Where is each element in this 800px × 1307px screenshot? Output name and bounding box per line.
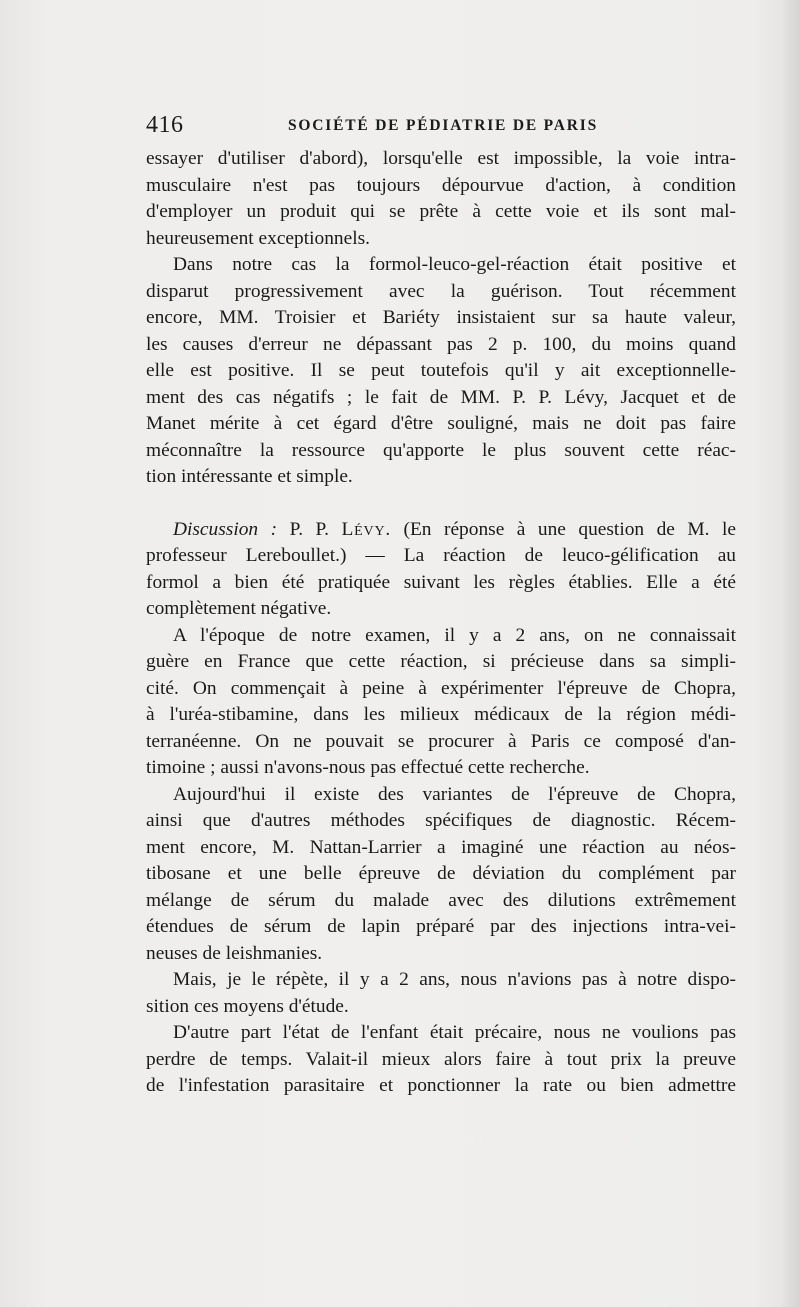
page-number: 416: [146, 112, 184, 138]
paragraph: [146, 782, 736, 968]
paragraph: [146, 1020, 736, 1100]
text-line: guère en France que cette réaction, si précieuse dans sa simpli-: [146, 651, 736, 672]
speaker-initials: P. P.: [289, 518, 330, 540]
text-line: cité. On commençait à peine à expérimenter l'épreuve de Chopra,: [146, 677, 736, 699]
text-line: de l'infestation parasitaire et ponctionner la rate ou bien admettre: [146, 1075, 736, 1096]
text-line: Manet mérite à cet égard d'être souligné, mais ne doit pas faire: [146, 413, 736, 434]
text-line: musculaire n'est pas toujours dépourvue d'action, à condition: [146, 174, 736, 196]
text-line: sition ces moyens d'étude.: [146, 995, 349, 1017]
text-line: perdre de temps. Valait-il mieux alors faire à tout prix la preuve: [146, 1048, 736, 1070]
text-line: complètement négative.: [146, 598, 332, 619]
text-line: ment des cas négatifs ; le fait de MM. P. P. Lévy, Jacquet et de: [146, 386, 736, 408]
paragraph: [146, 967, 736, 1020]
paragraph: [146, 252, 736, 491]
text-line: terranéenne. On ne pouvait se procurer à Paris ce composé d'an-: [146, 730, 736, 752]
discussion-label: Discussion :: [173, 518, 278, 540]
text-line: Mais, je le répète, il y a 2 ans, nous n'avions pas à notre dispo-: [173, 969, 736, 990]
text-line: timoine ; aussi n'avons-nous pas effectué cette recherche.: [146, 757, 590, 778]
text-line: ainsi que d'autres méthodes spécifiques de diagnostic. Récem-: [146, 810, 736, 831]
text-line: A l'époque de notre examen, il y a 2 ans, on ne connaissait: [173, 624, 736, 646]
text-line: à l'uréa-stibamine, dans les milieux médicaux de la région médi-: [146, 704, 736, 725]
text-line: ment encore, M. Nattan-Larrier a imaginé une réaction au néos-: [146, 836, 736, 858]
text-line: neuses de leishmanies.: [146, 942, 323, 964]
page-header: [146, 112, 736, 142]
text-line: étendues de sérum de lapin préparé par des injections intra-vei-: [146, 916, 736, 937]
discussion-paragraph: [146, 517, 736, 623]
body-text: [146, 146, 736, 1100]
paragraph-continuation: [146, 146, 736, 252]
paragraph: [146, 623, 736, 782]
text-line: Dans notre cas la formol-leuco-gel-réaction était positive et: [173, 254, 736, 275]
text-line: essayer d'utiliser d'abord), lorsqu'elle est impossible, la voie intra-: [146, 148, 736, 169]
text-line: mélange de sérum du malade avec des dilutions extrêmement: [146, 889, 736, 911]
page-edge-shadow: [780, 0, 800, 1307]
discussion-line-rest: (En réponse à une question de M. le: [403, 518, 736, 540]
text-line: tibosane et une belle épreuve de déviation du complément par: [146, 863, 736, 884]
text-line: les causes d'erreur ne dépassant pas 2 p. 100, du moins quand: [146, 333, 736, 355]
text-line: tion intéressante et simple.: [146, 466, 353, 487]
text-line: disparut progressivement avec la guérison. Tout récemment: [146, 280, 736, 302]
text-line: formol a bien été pratiquée suivant les règles établies. Elle a été: [146, 571, 736, 593]
speaker-name: Lévy.: [341, 518, 391, 540]
running-head: SOCIÉTÉ DE PÉDIATRIE DE PARIS: [288, 117, 599, 134]
discussion-first-line: [146, 517, 736, 544]
text-line: méconnaître la ressource qu'apporte le plus souvent cette réac-: [146, 439, 736, 461]
text-line: elle est positive. Il se peut toutefois qu'il y ait exceptionnelle-: [146, 360, 736, 381]
text-line: heureusement exceptionnels.: [146, 227, 370, 249]
text-line: d'employer un produit qui se prête à cette voie et ils sont mal-: [146, 201, 736, 222]
text-line: professeur Lereboullet.) — La réaction de leuco-gélification au: [146, 545, 736, 566]
text-line: D'autre part l'état de l'enfant était précaire, nous ne voulions pas: [173, 1022, 736, 1043]
text-line: encore, MM. Troisier et Bariéty insistaient sur sa haute valeur,: [146, 307, 736, 328]
text-line: Aujourd'hui il existe des variantes de l'épreuve de Chopra,: [173, 783, 736, 805]
